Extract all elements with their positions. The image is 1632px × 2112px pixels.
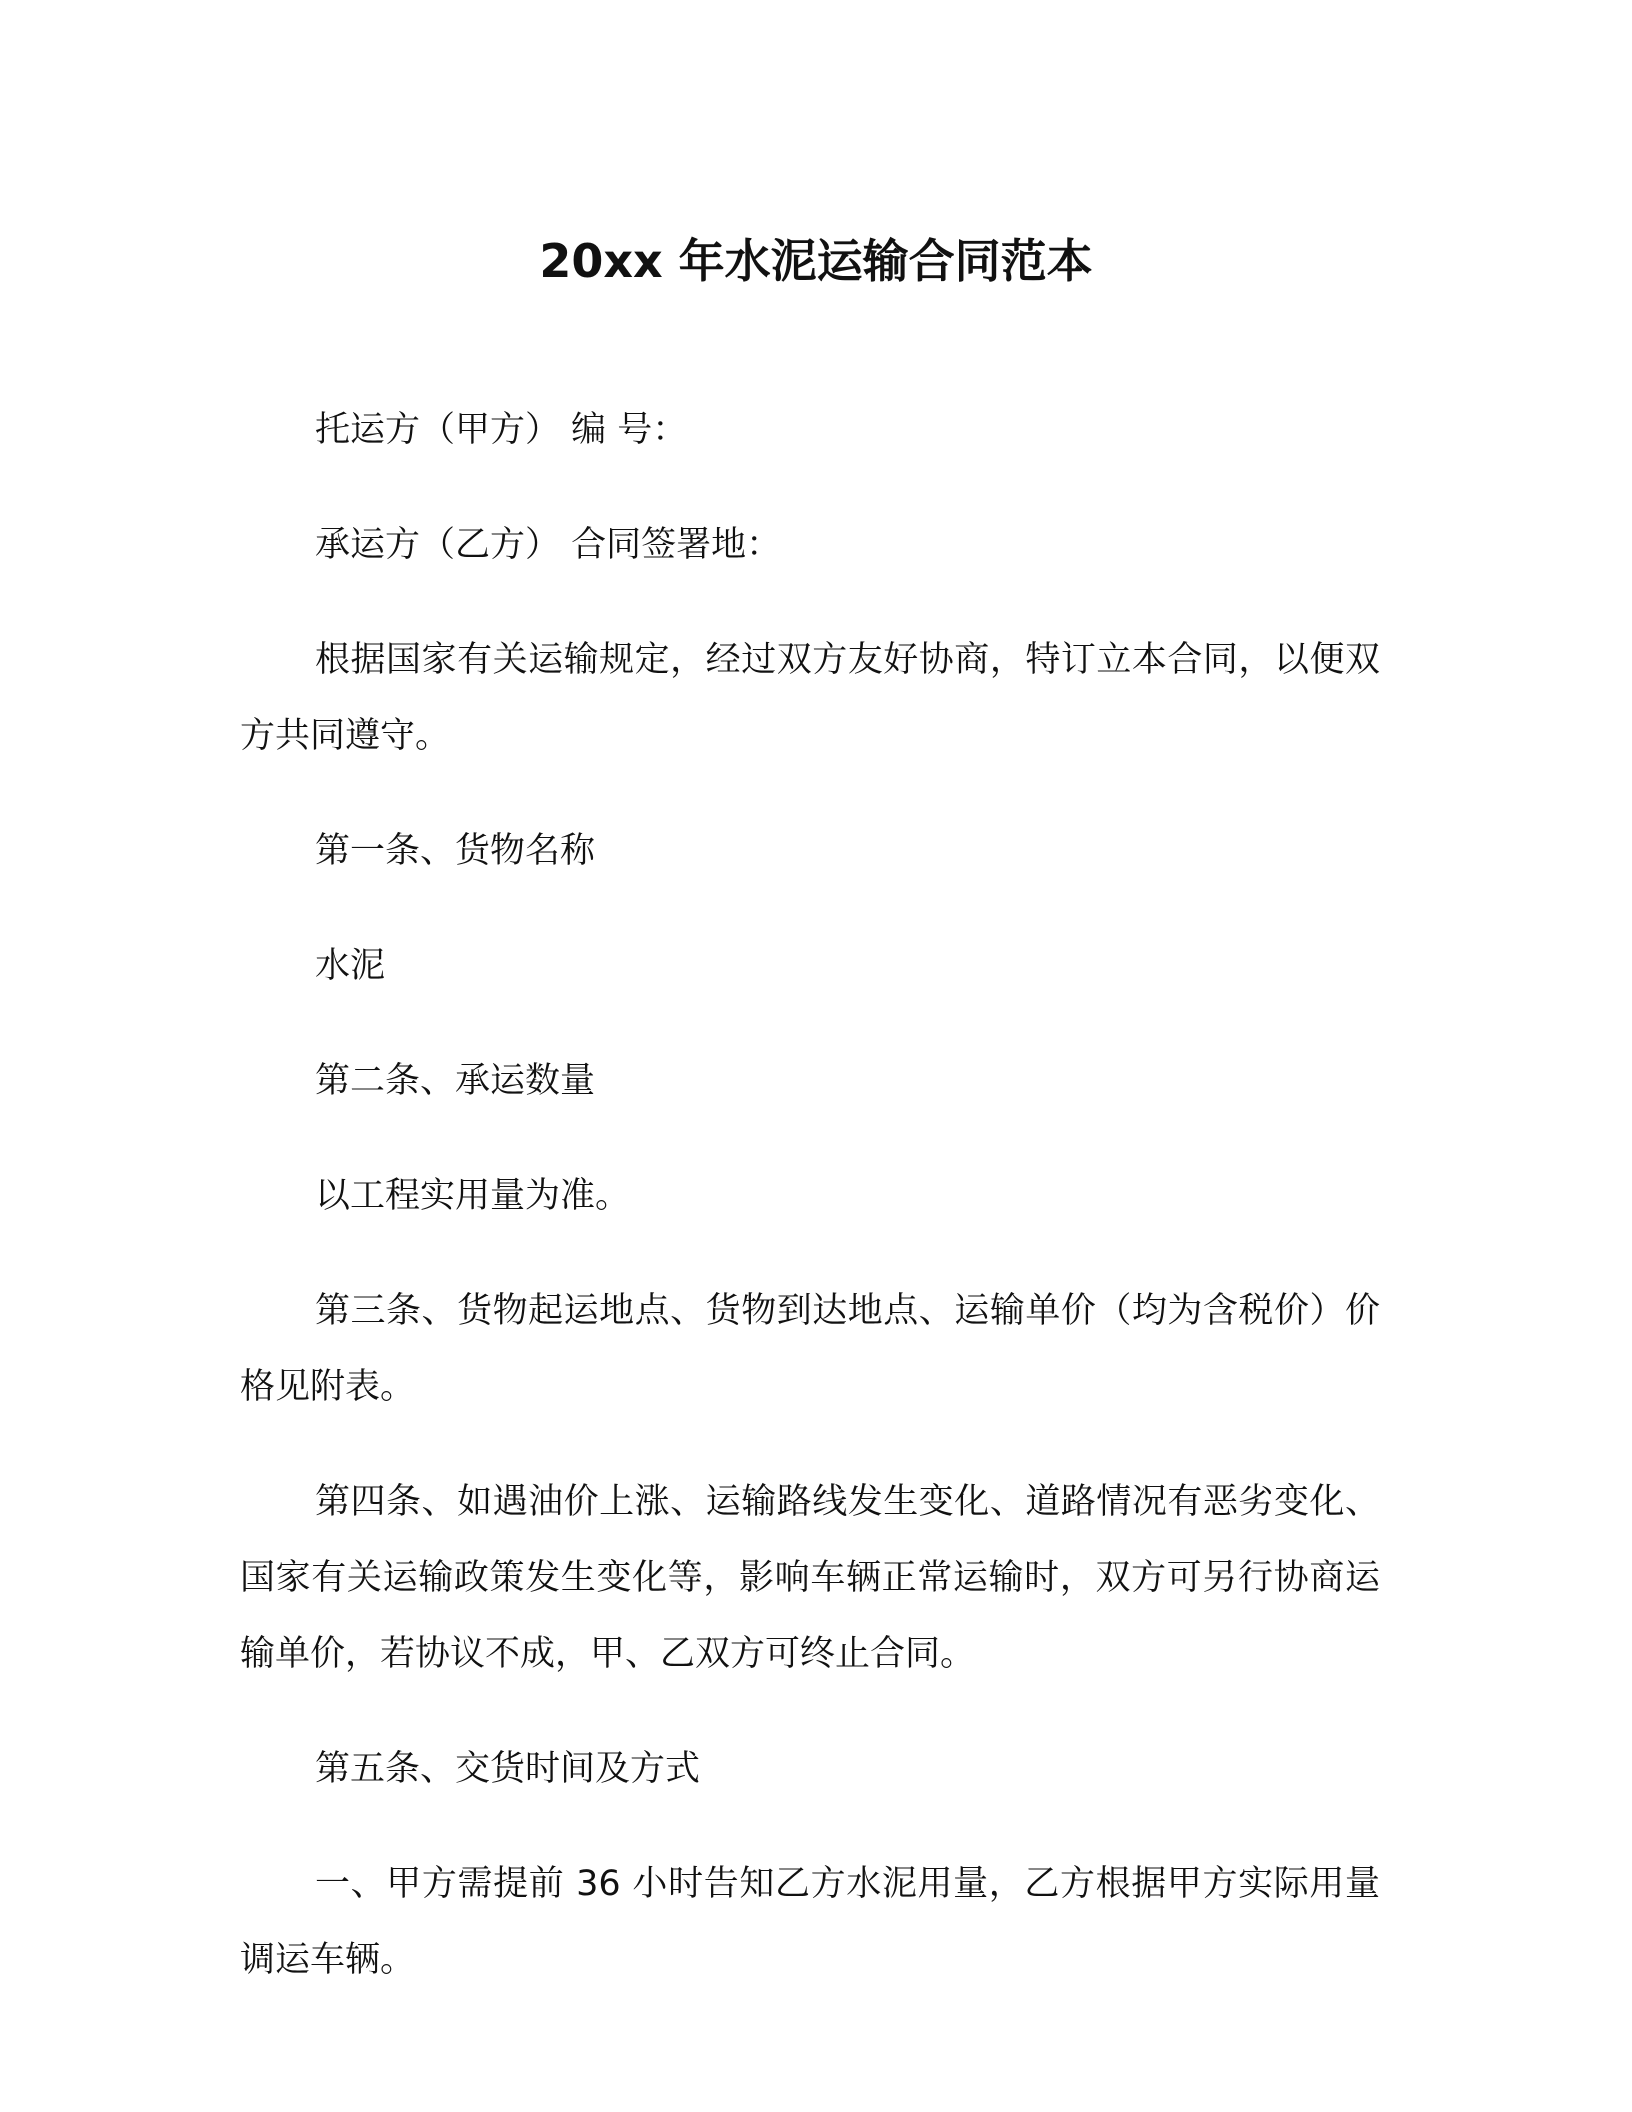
article-2-content: 以工程实用量为准。 (315, 1176, 631, 1216)
article-1-content: 水泥 (315, 946, 386, 986)
paragraph-preamble: 根据国家有关运输规定，经过双方友好协商，特订立本合同，以便双方共同遵守。 (240, 640, 1380, 756)
article-4: 第四条、如遇油价上涨、运输路线发生变化、道路情况有恶劣变化、国家有关运输政策发生变化等，影响车辆正常运输时，双方可另行协商运输单价，若协议不成，甲、乙双方可终止合同。 (240, 1482, 1380, 1674)
article-5-heading: 第五条、交货时间及方式 (315, 1749, 701, 1789)
article-3: 第三条、货物起运地点、货物到达地点、运输单价（均为含税价）价格见附表。 (240, 1291, 1380, 1407)
document-body (240, 392, 1380, 2037)
paragraph-carrier: 承运方（乙方） 合同签署地： (315, 525, 782, 565)
document-title: 20xx 年水泥运输合同范本 (539, 234, 1093, 288)
article-1-heading: 第一条、货物名称 (315, 831, 596, 871)
article-2-heading: 第二条、承运数量 (315, 1061, 596, 1101)
paragraph-consignor: 托运方（甲方） 编 号： (315, 410, 688, 450)
article-5-item-1: 一、甲方需提前 36 小时告知乙方水泥用量，乙方根据甲方实际用量调运车辆。 (240, 1864, 1380, 1980)
